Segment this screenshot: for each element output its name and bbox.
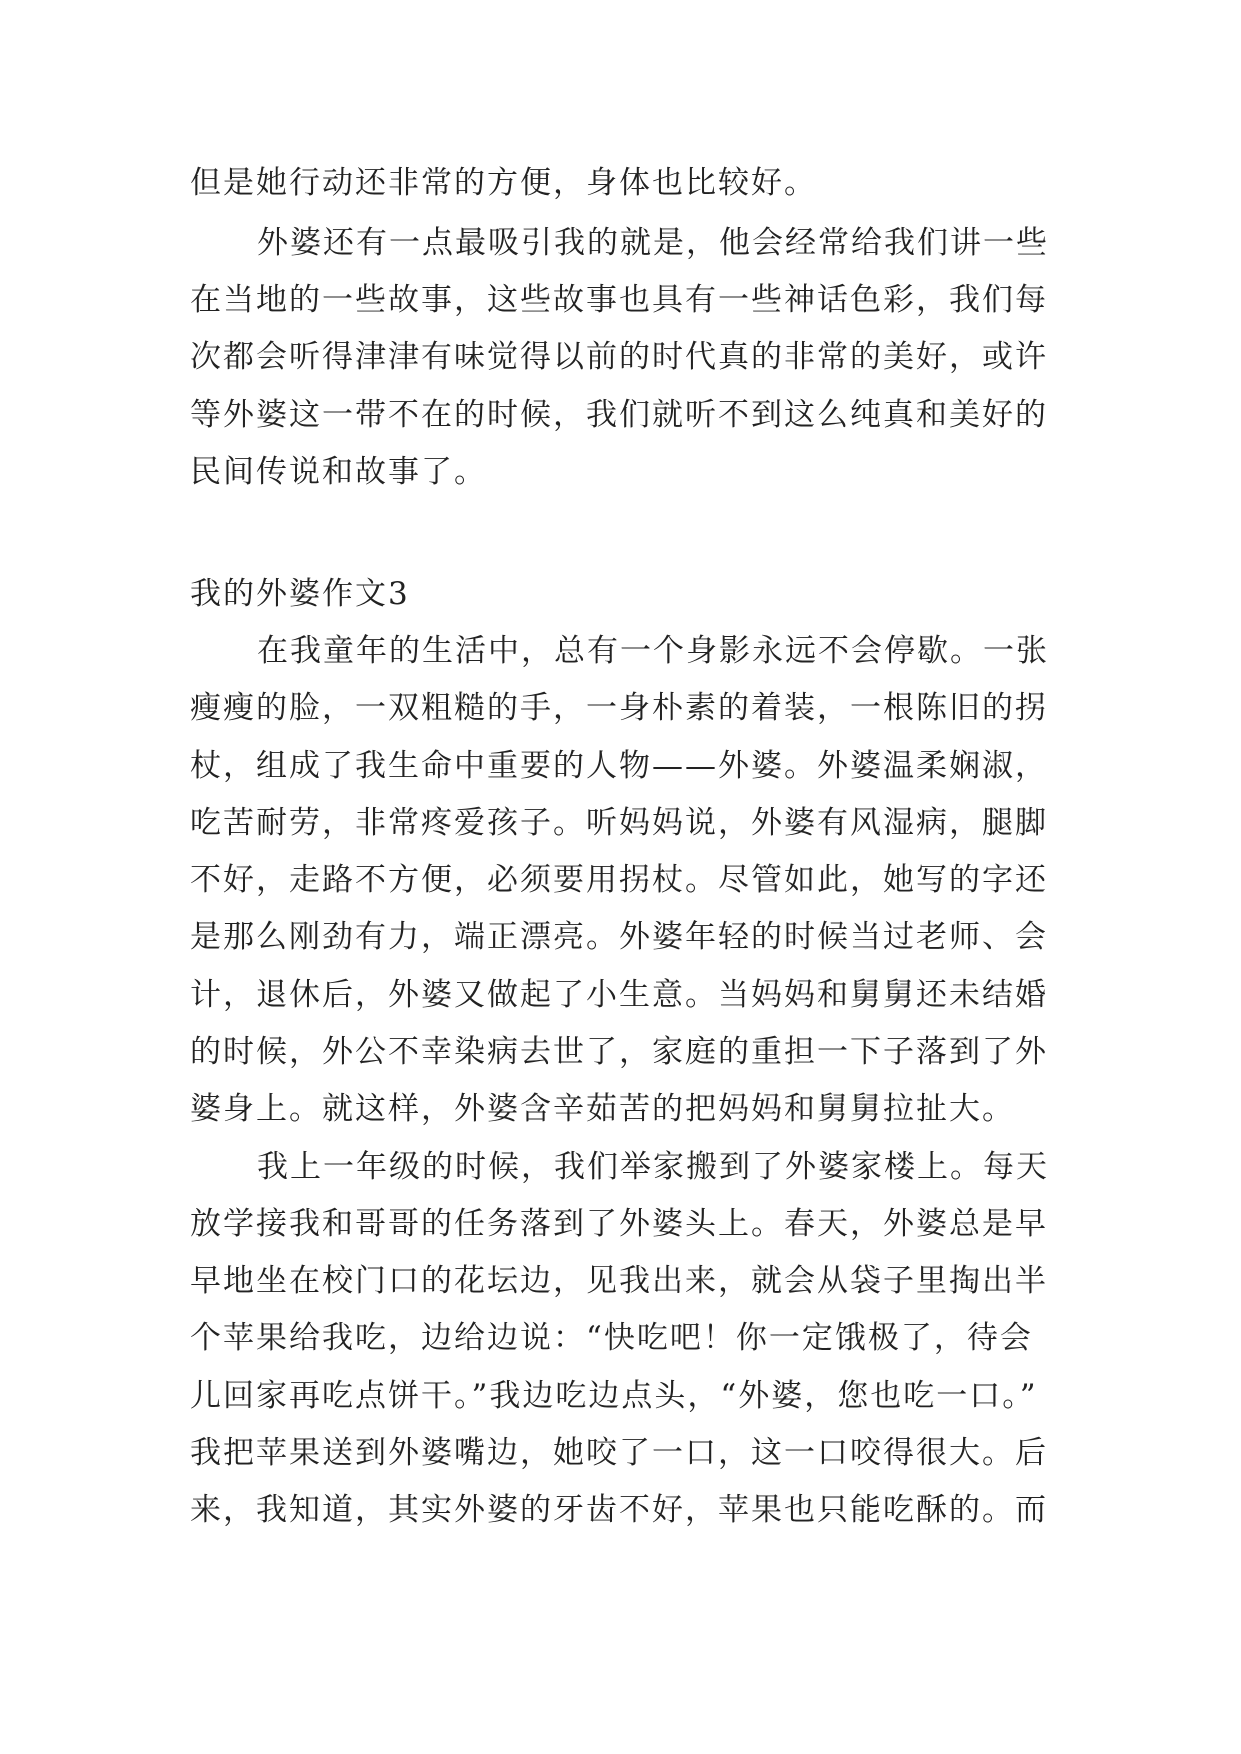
paragraph-line: 吃苦耐劳，非常疼爱孩子。听妈妈说，外婆有风湿病，腿脚 [190,805,1048,841]
paragraph-line: 不好，走路不方便，必须要用拐杖。尽管如此，她写的字还 [190,862,1048,898]
paragraph-line: 我上一年级的时候，我们举家搬到了外婆家楼上。每天 [257,1149,1049,1185]
paragraph-line: 儿回家再吃点饼干。”我边吃边点头，“外婆，您也吃一口。” [190,1378,1038,1414]
paragraph-line: 在我童年的生活中，总有一个身影永远不会停歇。一张 [257,633,1049,669]
paragraph-line: 婆身上。就这样，外婆含辛茹苦的把妈妈和舅舅拉扯大。 [190,1091,1015,1127]
paragraph-line: 计，退休后，外婆又做起了小生意。当妈妈和舅舅还未结婚 [190,977,1048,1013]
paragraph-line: 次都会听得津津有味觉得以前的时代真的非常的美好，或许 [190,339,1048,375]
paragraph-line: 是那么刚劲有力，端正漂亮。外婆年轻的时候当过老师、会 [190,919,1048,955]
paragraph-line: 瘦瘦的脸，一双粗糙的手，一身朴素的着装，一根陈旧的拐 [190,690,1048,726]
paragraph-line: 早地坐在校门口的花坛边，见我出来，就会从袋子里掏出半 [190,1263,1048,1299]
paragraph-line: 等外婆这一带不在的时候，我们就听不到这么纯真和美好的 [190,397,1048,433]
paragraph-line: 我把苹果送到外婆嘴边，她咬了一口，这一口咬得很大。后 [190,1435,1048,1471]
paragraph-line: 杖，组成了我生命中重要的人物——外婆。外婆温柔娴淑， [190,748,1048,784]
paragraph-line: 民间传说和故事了。 [190,454,487,490]
paragraph-line: 个苹果给我吃，边给边说：“快吃吧！你一定饿极了，待会 [190,1320,1033,1356]
section-heading: 我的外婆作文3 [190,576,410,612]
paragraph-line: 来，我知道，其实外婆的牙齿不好，苹果也只能吃酥的。而 [190,1492,1048,1528]
paragraph-line: 但是她行动还非常的方便，身体也比较好。 [190,165,817,201]
paragraph-line: 在当地的一些故事，这些故事也具有一些神话色彩，我们每 [190,282,1048,318]
paragraph-line: 外婆还有一点最吸引我的就是，他会经常给我们讲一些 [257,225,1049,261]
paragraph-line: 的时候，外公不幸染病去世了，家庭的重担一下子落到了外 [190,1034,1048,1070]
paragraph-line: 放学接我和哥哥的任务落到了外婆头上。春天，外婆总是早 [190,1206,1048,1242]
